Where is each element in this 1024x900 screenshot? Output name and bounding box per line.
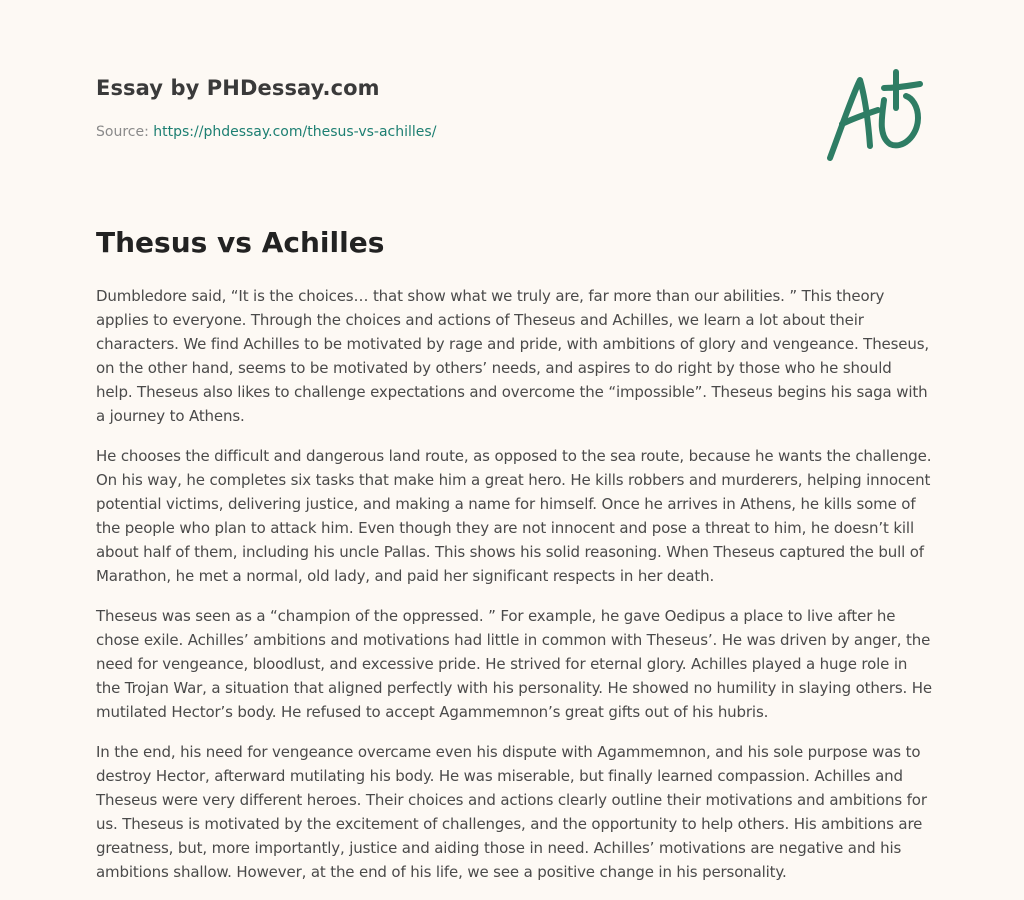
source-line	[96, 124, 436, 140]
essay-paragraph: In the end, his need for vengeance overcame even his dispute with Agammemnon, and his sole purpose was to destroy Hector, afterward mutilating his body. He was miserable, but finally learned compassion. Achilles and Theseus were very different heroes. Their choices and actions clearly outline their motivations and ambitions for us. Theseus is motivated by the excitement of challenges, and the opportunity to help others. His ambitions are greatness, but, more importantly, justice and aiding those in need. Achilles’ motivations are negative and his ambitions shallow. However, at the end of his life, we see a positive change in his personality.	[96, 743, 927, 881]
site-title: Essay by PHDessay.com	[96, 76, 380, 100]
source-link[interactable]: https://phdessay.com/thesus-vs-achilles/	[153, 124, 437, 140]
essay-paragraph: Dumbledore said, “It is the choices… that show what we truly are, far more than our abilities. ” This theory applies to everyone. Through the choices and actions of Theseus and Achilles, we learn a lot about their characters. We find Achilles to be motivated by rage and pride, with ambitions of glory and vengeance. Theseus, on the other hand, seems to be motivated by others’ needs, and aspires to do right by those who he should help. Theseus also likes to challenge expectations and overcome the “impossible”. Theseus begins his saga with a journey to Athens.	[96, 287, 930, 425]
essay-body	[96, 284, 932, 900]
essay-paragraph: He chooses the difficult and dangerous land route, as opposed to the sea route, because he wants the challenge. On his way, he completes six tasks that make him a great hero. He kills robbers and murderers, helping innocent potential victims, delivering justice, and making a name for himself. Once he arrives in Athens, he kills some of the people who plan to attack him. Even though they are not innocent and pose a threat to him, he doesn’t kill about half of them, including his uncle Pallas. This shows his solid reasoning. When Theseus captured the bull of Marathon, he met a normal, old lady, and paid her significant respects in her death.	[96, 447, 932, 585]
a-plus-logo-icon	[820, 66, 930, 166]
source-label: Source:	[96, 124, 149, 140]
essay-title: Thesus vs Achilles	[96, 226, 385, 259]
essay-paragraph: Theseus was seen as a “champion of the oppressed. ” For example, he gave Oedipus a place to live after he chose exile. Achilles’ ambitions and motivations had little in common with Theseus’. He was driven by anger, the need for vengeance, bloodlust, and excessive pride. He strived for eternal glory. Achilles played a huge role in the Trojan War, a situation that aligned perfectly with his personality. He showed no humility in slaying others. He mutilated Hector’s body. He refused to accept Agammemnon’s great gifts out of his hubris.	[96, 607, 932, 721]
